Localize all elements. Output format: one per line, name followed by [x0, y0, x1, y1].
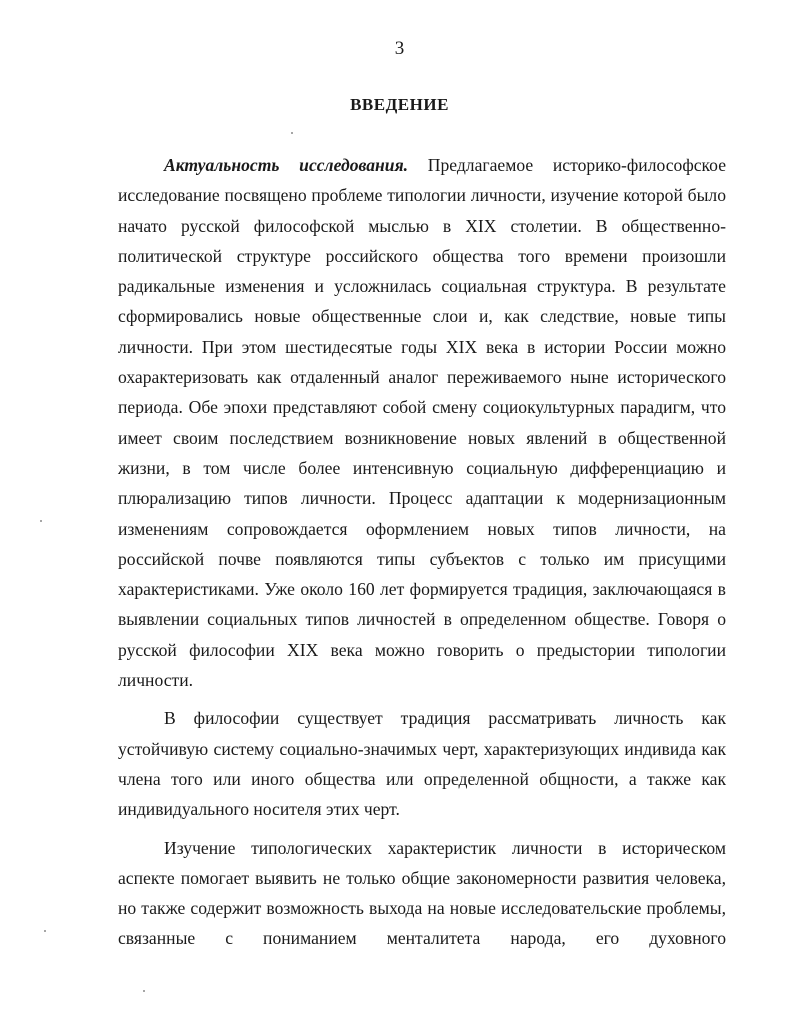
scan-speck [40, 520, 42, 522]
scan-speck [291, 132, 293, 134]
page-number: 3 [394, 38, 405, 59]
paragraph-1-text: Предлагаемое историко-философское исследование посвящено проблеме типологии личности, изучение которой было начато русской философской мыслью в XIX столетии. В общественно-политической структуре российского общества того времени произошли радикальные изменения и усложнилась социальная структура. В результате сформировались новые общественные слои и, как следствие, новые типы личности. При этом шестидесятые годы XIX века в истории России можно охарактеризовать как отдаленный аналог переживаемого ныне исторического периода. Обе эпохи представляют собой смену социокультурных парадигм, что имеет своим последствием возникновение новых явлений в общественной жизни, в том числе более интенсивную социальную дифференциацию и плюрализацию типов личности. Процесс адаптации к модернизационным изменениям сопровождается оформлением новых типов личности, на российской почве появляются типы субъектов с только им присущими характеристиками. Уже около 160 лет формируется традиция, заключающаяся в выявлении социальных типов личностей в определенном обществе. Говоря о русской философии XIX века можно говорить о предыстории типологии личности. [118, 155, 727, 691]
body-text [118, 150, 726, 962]
scan-speck [44, 930, 46, 932]
scan-speck [143, 990, 145, 992]
paragraph-2: В философии существует традиция рассматривать личность как устойчивую систему социально-значимых черт, характеризующих индивида как члена того или иного общества или определенной общности, а также как индивидуального носителя этих черт. [118, 708, 726, 820]
paragraph-3: Изучение типологических характеристик личности в историческом аспекте помогает выявить не только общие закономерности развития человека, но также содержит возможность выхода на новые исследовательские проблемы, связанные с пониманием менталитета народа, его духовного [118, 837, 726, 949]
paragraph-1 [118, 150, 726, 695]
paragraph-lead: Актуальность исследования. [164, 155, 409, 175]
page-heading: ВВЕДЕНИЕ [350, 95, 449, 114]
